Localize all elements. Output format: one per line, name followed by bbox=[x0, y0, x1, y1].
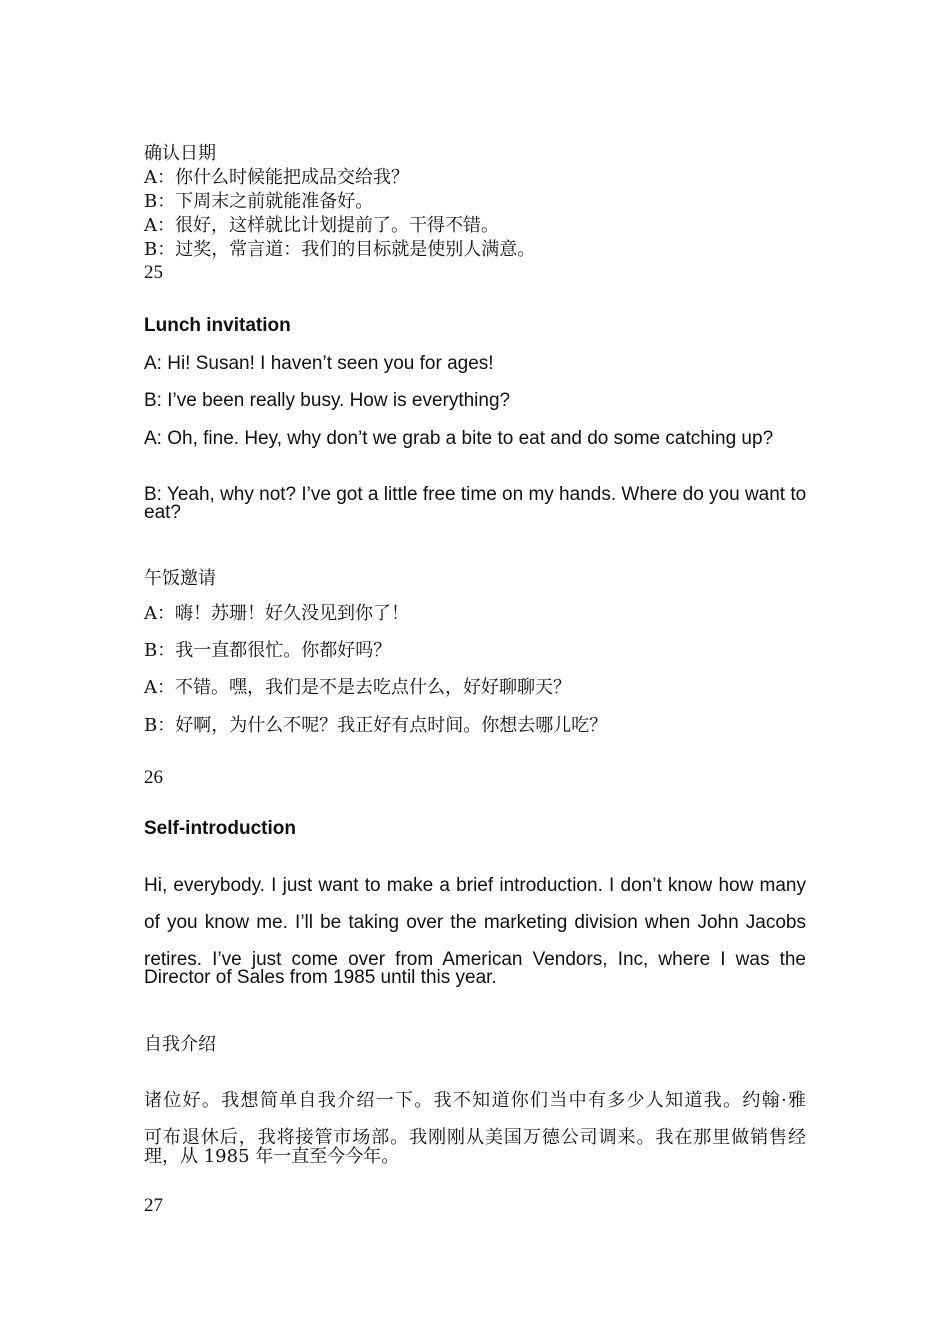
dialogue-line: B: I’ve been really busy. How is everything? bbox=[144, 390, 511, 411]
dialogue-line: B：过奖，常言道：我们的目标就是使别人满意。 bbox=[144, 239, 536, 260]
paragraph-line: of you know me. I’ll be taking over the marketing division when John Jacobs bbox=[144, 912, 806, 933]
section-title-cn: 确认日期 bbox=[144, 143, 216, 164]
dialogue-line: A：你什么时候能把成品交给我？ bbox=[144, 167, 409, 188]
paragraph-line: Hi, everybody. I just want to make a brief introduction. I don’t know how many bbox=[144, 875, 806, 896]
paragraph-line: 诸位好。我想简单自我介绍一下。我不知道你们当中有多少人知道我。约翰·雅 bbox=[144, 1090, 806, 1111]
dialogue-line: A：很好，这样就比计划提前了。干得不错。 bbox=[144, 215, 499, 236]
dialogue-line: A: Hi! Susan! I haven’t seen you for ages! bbox=[144, 353, 494, 374]
paragraph-line: Director of Sales from 1985 until this year. bbox=[144, 967, 497, 988]
dialogue-line: A: Oh, fine. Hey, why don’t we grab a bite to eat and do some catching up? bbox=[144, 428, 774, 449]
dialogue-line: B: Yeah, why not? I’ve got a little free time on my hands. Where do you want to bbox=[144, 484, 807, 505]
paragraph-line: 理，从 1985 年一直至今今年。 bbox=[144, 1146, 400, 1167]
paragraph-line: 可布退休后，我将接管市场部。我刚刚从美国万德公司调来。我在那里做销售经 bbox=[144, 1127, 806, 1148]
section-title-cn: 午饭邀请 bbox=[144, 568, 216, 589]
page-number: 26 bbox=[144, 767, 163, 788]
dialogue-line: A：不错。嘿，我们是不是去吃点什么，好好聊聊天？ bbox=[144, 677, 571, 698]
dialogue-line: eat? bbox=[144, 502, 181, 523]
dialogue-line: A：嗨！苏珊！好久没见到你了！ bbox=[144, 603, 409, 624]
section-title-cn: 自我介绍 bbox=[144, 1034, 216, 1055]
paragraph-line: retires. I’ve just come over from American Vendors, Inc, where I was the bbox=[144, 949, 806, 970]
section-title: Self-introduction bbox=[144, 818, 296, 839]
section-title: Lunch invitation bbox=[144, 315, 291, 336]
page-number: 25 bbox=[144, 262, 163, 283]
dialogue-line: B：下周末之前就能准备好。 bbox=[144, 191, 374, 212]
dialogue-line: B：好啊，为什么不呢？我正好有点时间。你想去哪儿吃？ bbox=[144, 715, 608, 736]
dialogue-line: B：我一直都很忙。你都好吗？ bbox=[144, 640, 392, 661]
page-number: 27 bbox=[144, 1195, 163, 1216]
